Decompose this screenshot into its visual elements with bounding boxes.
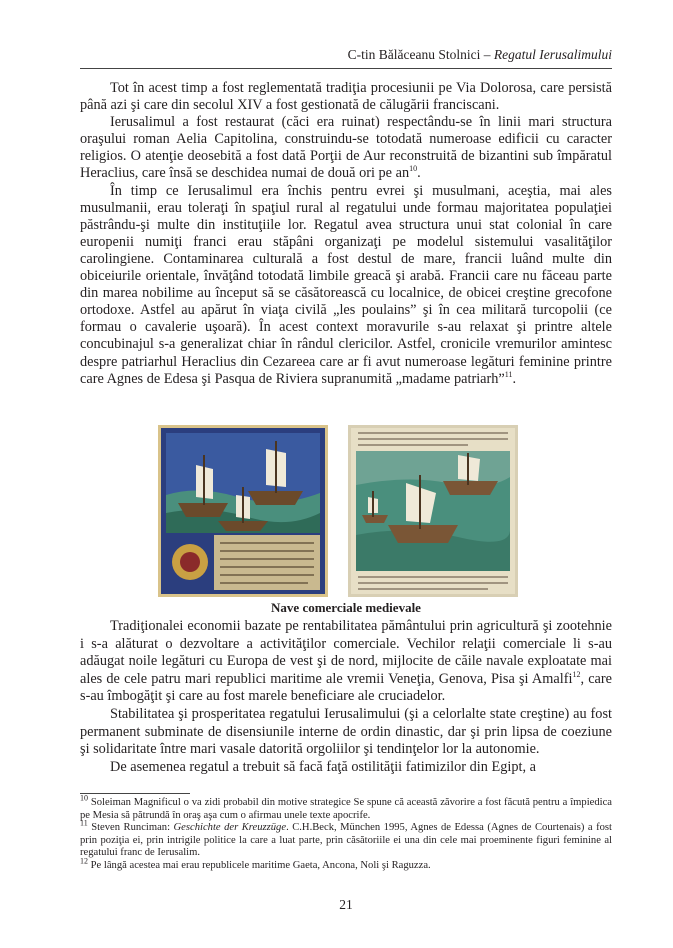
- figure-group: [158, 425, 518, 597]
- footnote-ref[interactable]: 11: [504, 369, 513, 379]
- footnote-ref[interactable]: 10: [409, 164, 418, 174]
- paragraph-text: Ierusalimul a fost restaurat (căci era ruinat) respectându-se în linii mari structura oraşului roman Aelia Capitolina, construindu-se totodată numeroase edificii cu caracter religios. O atenţie deosebită a fost dată Porţii de Aur reconstruită de bizantini sub împăratul Heraclius, care însă se deschidea numai de două ori pe an: [80, 114, 612, 182]
- paragraph-text: În timp ce Ierusalimul era închis pentru evrei şi musulmani, aceştia, mai ales musulmanii, erau toleraţi în spaţiul rural al regatului unde formau majoritatea populaţiei păstrându-şi multe din instituţiile lor. Regatul avea structura unui stat colonial în care europenii numiţi franci erau stăpâni organizaţi pe modelul sistemului vasalităţilor carolingiene. Contaminarea culturală a fost destul de mare, francii luând multe din obiceiurile orientale, învăţând totodată limbile greacă şi arabă. Francii care nu făceau parte din marea nobilime au început să se căsătorească cu localnice, de obicei creştine grecofone ortodoxe. Astfel au apărut în viaţa civilă „les poulains” şi în cea militară turcopolii (ce formau o cavalerie uşoară). În acest context moravurile s-au relaxat şi printre altele concubinajul s-a generalizat chiar în rândul clericilor. Astfel, cronicile vremurilor amintesc despre patriarhul Heraclius din Cezareea care ar fi avut numeroase legături feminine printre care Agnes de Edesa şi Pasqua de Riviera supranumită „madame patriarh”: [80, 182, 612, 387]
- footnote-ref[interactable]: 12: [572, 670, 581, 680]
- paragraph: [80, 114, 612, 182]
- running-header: [80, 47, 612, 63]
- paragraph: Stabilitatea şi prosperitatea regatului Ierusalimului (şi a celorlalte state creştine) au fost permanent subminate de disensiunile interne de ordin dinastic, dar şi prin lipsa de coeziune şi solidaritate între mari vasale datorită orgoliilor şi tendinţelor lor la autonomie.: [80, 705, 612, 758]
- header-author: C-tin Bălăceanu Stolnici: [347, 47, 481, 62]
- illumination-ships-right: [348, 425, 518, 597]
- paragraph-text: , care s-au îmbogăţit şi care au fost marele beneficiare ale cruciadelor.: [80, 670, 612, 705]
- footnotes: [80, 793, 612, 873]
- paragraph: [80, 183, 612, 388]
- footnote-number: 10: [80, 793, 88, 803]
- footnote: [80, 793, 612, 822]
- paragraph: Tot în acest timp a fost reglementată tradiţia procesiunii pe Via Dolorosa, care persistă până azi şi care din secolul XIV a fost gestionată de călugării franciscani.: [80, 80, 612, 114]
- main-text-top: [80, 80, 612, 388]
- page-number: 21: [339, 897, 353, 912]
- main-text-bottom: [80, 618, 612, 776]
- footnote-rule: [80, 793, 190, 794]
- footnote-text: . C.H.Beck, München 1995, Agnes de Edessa (Agnes de Courtenais) a fost prin poziţia ei, prin intrigile politice la care a luat parte, prin căsătoriile ei una din cele mai proeminente figuri feminine al regatului franc de Ierusalim.: [80, 822, 612, 859]
- footnote-number: 12: [80, 856, 88, 866]
- footnote-text: Soleiman Magnificul o va zidi probabil din motive strategice Se spune că această zăvorire a fost făcută pentru a împiedica pe Mesia să pătrundă în oraş aşa cum o afirmau unele texte apocrife.: [80, 797, 612, 821]
- paragraph: [80, 618, 612, 706]
- header-rule: [80, 68, 612, 69]
- footnote-book-title: Geschichte der Kreuzzüge: [173, 822, 287, 834]
- illumination-ships-left: [158, 425, 328, 597]
- paragraph-end: .: [512, 370, 517, 387]
- footnote: [80, 856, 612, 873]
- footnote-number: 11: [80, 818, 88, 828]
- paragraph: De asemenea regatul a trebuit să facă faţă ostilităţii fatimizilor din Egipt, a: [110, 758, 536, 775]
- figure-caption: Nave comerciale medievale: [271, 600, 421, 615]
- paragraph-end: .: [417, 165, 421, 182]
- header-separator: –: [480, 47, 494, 62]
- footnote-text: Pe lângă acestea mai erau republicele maritime Gaeta, Ancona, Noli şi Raguzza.: [90, 859, 431, 871]
- footnote-text: Steven Runciman:: [91, 822, 174, 834]
- footnote: [80, 818, 612, 860]
- paragraph-text: Tradiţionalei economii bazate pe rentabilitatea pământului prin agricultură şi zootehnie i s-a alăturat o dezvoltare a activităţilor comerciale. Vechilor relaţii comerciale li s-au adăugat noile legături cu Europa de vest şi de nord, mijlocite de căile navale exploatate mai ales de cele patru mari republici maritime ale vremii Veneţia, Genova, Pisa şi Amalfi: [80, 618, 612, 687]
- header-title: Regatul Ierusalimului: [493, 47, 612, 62]
